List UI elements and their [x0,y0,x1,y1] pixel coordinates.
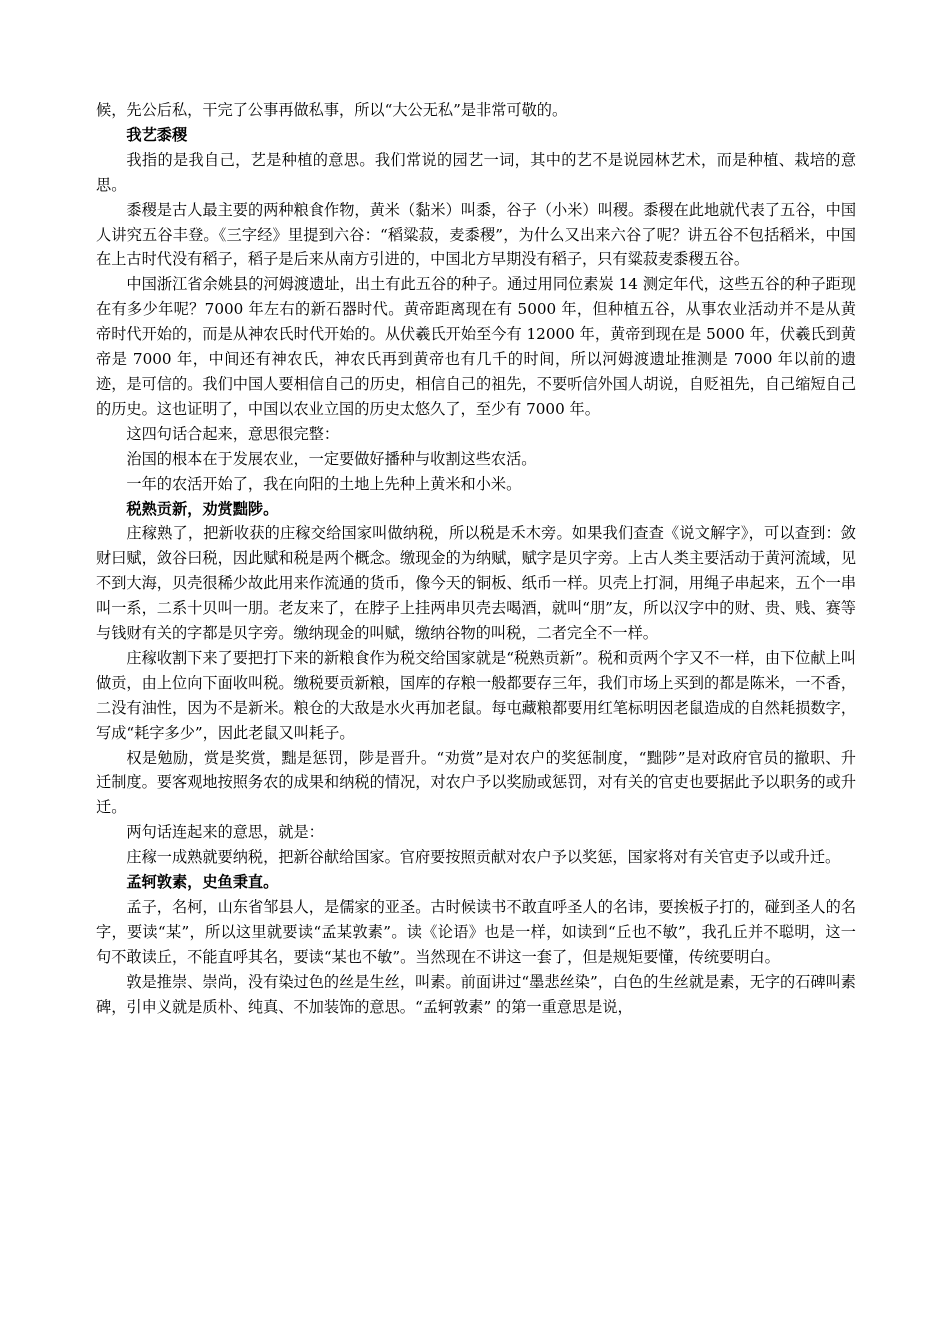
section-heading: 我艺黍稷 [126,125,188,144]
paragraph: 我指的是我自己，艺是种植的意思。我们常说的园艺一词，其中的艺不是说园林艺术，而是种植、栽培的意思。 [96,150,856,194]
document-page [96,98,856,1020]
paragraph: 候，先公后私，干完了公事再做私事，所以“大公无私”是非常可敬的。 [96,101,568,119]
paragraph: 中国浙江省余姚县的河姆渡遗址，出土有此五谷的种子。通过用同位素炭 14 测定年代，这些五谷的种子距现在有多少年呢？7000 年左右的新石器时代。黄帝距离现在有 5000 年，但种植五谷，从事农业活动并不是从黄帝时代开始的，而是从神农氏时代开始的。从伏羲氏开始至今有 12000 年，黄帝到现在是 5000 年，伏羲氏到黄帝是 7000 年，中间还有神农氏，神农氏再到黄帝也有几千的时间，所以河姆渡遗址推测是 7000 年以前的遗迹，是可信的。我们中国人要相信自己的历史，相信自己的祖先，不要听信外国人胡说，自贬祖先，自己缩短自己的历史。这也证明了，中国以农业立国的历史太悠久了，至少有 7000 年。 [96,275,856,418]
paragraph: 庄稼一成熟就要纳税，把新谷献给国家。官府要按照贡献对农户予以奖惩，国家将对有关官吏予以或升迁。 [126,848,841,867]
section-heading: 孟轲敦素，史鱼秉直。 [126,873,279,892]
paragraph: 孟子，名柯，山东省邹县人，是儒家的亚圣。古时候读书不敢直呼圣人的名讳，要挨板子打的，碰到圣人的名字，要读“某”，所以这里就要读“孟某敦素”。读《论语》也是一样，如读到“丘也不敏”，我孔丘并不聪明，这一句不敢读丘，不能直呼其名，要读“某也不敏”。当然现在不讲这一套了，但是规矩要懂，传统要明白。 [96,898,856,966]
paragraph: 敦是推崇、崇尚，没有染过色的丝是生丝，叫素。前面讲过“墨悲丝染”，白色的生丝就是素，无字的石碑叫素碑，引申义就是质朴、纯真、不加装饰的意思。“孟轲敦素” 的第一重意思是说， [96,972,856,1016]
section-heading: 税熟贡新，劝赏黜陟。 [126,499,279,518]
paragraph: 两句话连起来的意思，就是： [126,823,324,842]
paragraph: 这四句话合起来，意思很完整： [126,424,340,443]
paragraph: 权是勉励，赏是奖赏，黜是惩罚，陟是晋升。“劝赏”是对农户的奖惩制度，“黜陟”是对政府官员的撤职、升迁制度。要客观地按照务农的成果和纳税的情况，对农户予以奖励或惩罚，对有关的官吏也要据此予以职务的或升迁。 [96,748,856,817]
paragraph: 庄稼收割下来了要把打下来的新粮食作为税交给国家就是“税熟贡新”。税和贡两个字又不一样，由下位献上叫做贡，由上位向下面收叫税。缴税要贡新粮，国库的存粮一般都要存三年，我们市场上买到的都是陈米，一不香，二没有油性，因为不是新米。粮仓的大敌是水火再加老鼠。每屯藏粮都要用红笔标明因老鼠造成的自然耗损数字，写成“耗字多少”，因此老鼠又叫耗子。 [96,648,856,742]
paragraph: 庄稼熟了，把新收获的庄稼交给国家叫做纳税，所以税是禾木旁。如果我们查查《说文解字》，可以查到：敛财曰赋，敛谷曰税，因此赋和税是两个概念。缴现金的为纳赋，赋字是贝字旁。上古人类主要活动于黄河流域，见不到大海，贝壳很稀少故此用来作流通的货币，像今天的铜板、纸币一样。贝壳上打洞，用绳子串起来，五个一串叫一系，二系十贝叫一朋。老友来了，在脖子上挂两串贝壳去喝酒，就叫“朋”友，所以汉字中的财、贵、贱、赛等与钱财有关的字都是贝字旁。缴纳现金的叫赋，缴纳谷物的叫税，二者完全不一样。 [96,524,856,643]
paragraph: 治国的根本在于发展农业，一定要做好播种与收割这些农活。 [126,449,537,468]
paragraph: 黍稷是古人最主要的两种粮食作物，黄米（黏米）叫黍，谷子（小米）叫稷。黍稷在此地就代表了五谷，中国人讲究五谷丰登。《三字经》里提到六谷：“稻粱菽，麦黍稷”，为什么又出来六谷了呢？讲五谷不包括稻米，中国在上古时代没有稻子，稻子是后来从南方引进的，中国北方早期没有稻子，只有粱菽麦黍稷五谷。 [96,200,856,269]
paragraph: 一年的农活开始了，我在向阳的土地上先种上黄米和小米。 [126,474,522,493]
